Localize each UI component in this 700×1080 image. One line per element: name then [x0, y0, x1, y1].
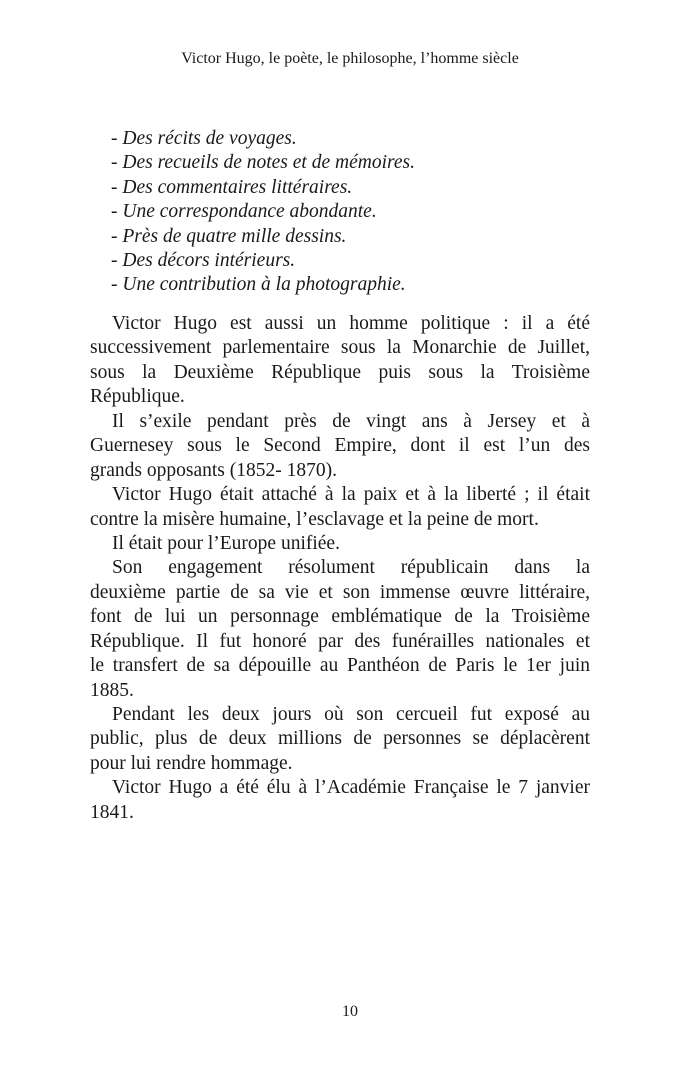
- page-number: 10: [342, 1003, 358, 1020]
- text-line: public, plus de deux millions de personnes se déplacèrent: [90, 728, 590, 750]
- list-item: - Une correspondance abondante.: [111, 201, 377, 223]
- text-line: République. Il fut honoré par des funérailles nationales et: [90, 630, 590, 652]
- text-line: Il était pour l’Europe unifiée.: [112, 532, 340, 554]
- running-header: Victor Hugo, le poète, le philosophe, l’homme siècle: [181, 50, 519, 67]
- text-line: République.: [90, 386, 185, 408]
- text-line: Guernesey sous le Second Empire, dont il est l’un des: [90, 435, 590, 457]
- text-line: Victor Hugo était attaché à la paix et à la liberté ; il était: [112, 484, 590, 506]
- paragraph: [90, 312, 590, 410]
- list-item: - Des récits de voyages.: [111, 128, 297, 149]
- text-line: grands opposants (1852- 1870).: [90, 459, 337, 481]
- text-line: Son engagement résolument républicain dans la: [112, 557, 590, 579]
- text-line: 1841.: [90, 801, 134, 823]
- text-line: Victor Hugo a été élu à l’Académie Française le 7 janvier: [112, 777, 590, 799]
- text-line: Il s’exile pendant près de vingt ans à Jersey et à: [112, 410, 590, 432]
- text-line: sous la Deuxième République puis sous la Troisième: [90, 361, 590, 383]
- list-item: - Des décors intérieurs.: [111, 250, 296, 272]
- paragraph: [90, 532, 590, 556]
- text-line: font de lui un personnage emblématique de la Troisième: [90, 606, 590, 628]
- text-line: deuxième partie de sa vie et son immense œuvre littéraire,: [90, 581, 590, 603]
- text-line: contre la misère humaine, l’esclavage et la peine de mort.: [90, 508, 539, 530]
- paragraph: [90, 776, 590, 825]
- text-line: Pendant les deux jours où son cercueil fut exposé au: [112, 704, 590, 725]
- paragraph: [90, 483, 590, 532]
- body-text: [90, 312, 590, 825]
- list-item: - Près de quatre mille dessins.: [111, 225, 347, 247]
- paragraph: [90, 556, 590, 703]
- list-item: - Des recueils de notes et de mémoires.: [111, 152, 415, 174]
- text-line: le transfert de sa dépouille au Panthéon de Paris le 1er juin: [90, 655, 590, 677]
- text-line: Victor Hugo est aussi un homme politique : il a été: [112, 313, 590, 334]
- text-line: 1885.: [90, 679, 134, 701]
- text-line: pour lui rendre hommage.: [90, 752, 293, 774]
- paragraph: [90, 703, 590, 776]
- paragraph: [90, 410, 590, 483]
- text-line: successivement parlementaire sous la Monarchie de Juillet,: [90, 337, 590, 359]
- list-item: - Une contribution à la photographie.: [111, 274, 406, 296]
- list-item: - Des commentaires littéraires.: [111, 176, 353, 198]
- works-list: [111, 127, 415, 298]
